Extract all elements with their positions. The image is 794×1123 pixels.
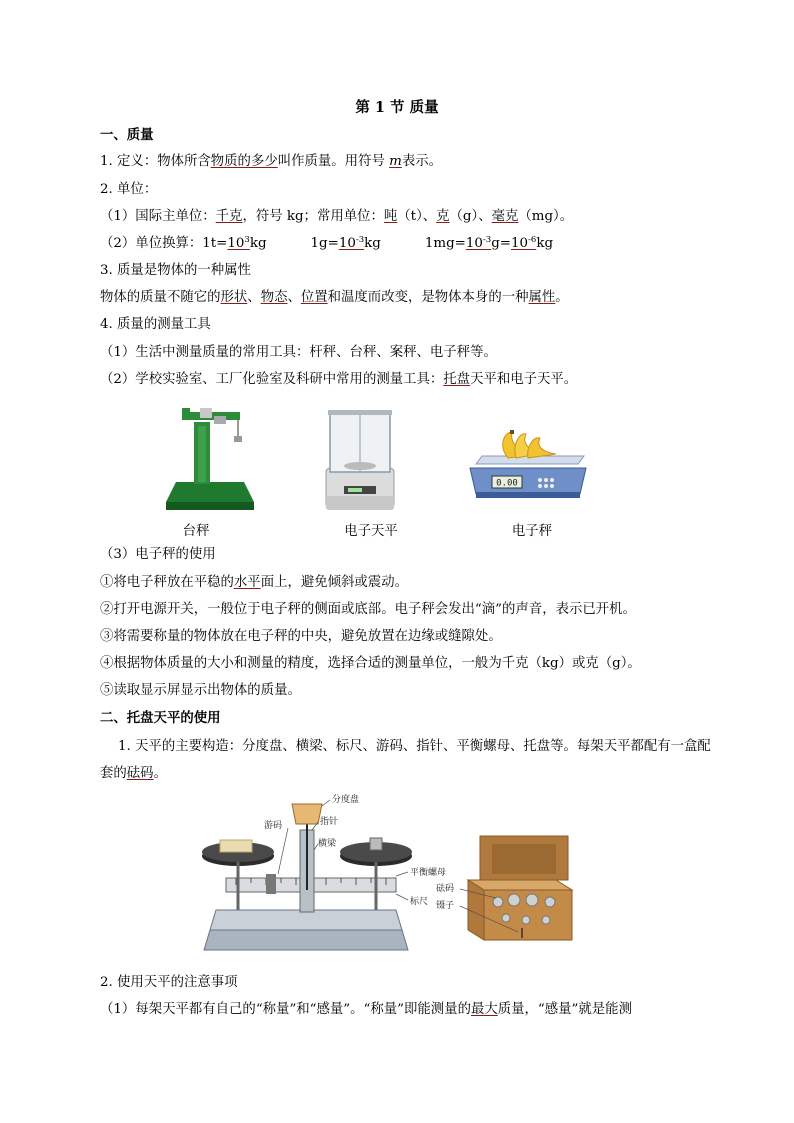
prop-position: 位置 (300, 290, 328, 305)
u1-b: ，符号 kg；常用单位： (242, 209, 384, 224)
unit-heading: 2. 单位： (100, 182, 158, 197)
caption-electronic-balance: 电子天平 (344, 524, 398, 539)
u2-j (511, 236, 536, 251)
u2-f: kg (364, 236, 381, 251)
u2-b-exp: 3 (244, 235, 250, 245)
u2-d: 1g= (310, 236, 339, 251)
u2-j-exp: -6 (528, 235, 537, 245)
p2-1-max: 最大 (470, 1002, 498, 1017)
label-pointer: 指针 (320, 817, 339, 827)
prop-state: 物态 (260, 290, 288, 305)
step-3: ③将需要称量的物体放在电子秤的中央，避免放置在边缘或缝隙处。 (100, 629, 502, 644)
section-heading-mass: 一、质量 (100, 127, 154, 143)
tool2-b: 天平和电子天平。 (470, 372, 578, 387)
u2-c: kg (249, 236, 267, 251)
definition-line (100, 153, 442, 171)
label-weights: 砝码 (436, 884, 455, 894)
tool2-ul: 托盘 (443, 372, 471, 387)
prop-sep1: 、 (247, 290, 261, 305)
u2-h (466, 236, 491, 251)
u1-d: （g）、 (449, 209, 492, 224)
u1-c: （t）、 (397, 209, 437, 224)
tool-line-2 (100, 371, 577, 389)
label-beam: 横梁 (318, 839, 337, 849)
tool2-a: （2）学校实验室、工厂化验室及科研中常用的测量工具： (100, 372, 444, 387)
def-underline: 物质的多少 (210, 154, 278, 169)
prop-c: 。 (555, 290, 569, 305)
p2-1-b: 质量，“感量”就是能测 (497, 1002, 632, 1017)
caption-platform-scale: 台秤 (182, 524, 210, 539)
def-symbol: m (389, 154, 402, 169)
step1-ul: 水平 (233, 575, 261, 590)
p1-a: 套的 (100, 766, 127, 781)
step1-a: ①将电子秤放在平稳的 (100, 575, 234, 590)
u2-g: 1mg= (424, 236, 466, 251)
caption-electronic-scale: 电子秤 (511, 524, 553, 539)
scale-display-value: 0.00 (496, 478, 518, 489)
u2-j-base: 10 (511, 236, 529, 251)
tray-balance-diagram (196, 790, 596, 958)
prop-b: 和温度而改变，是物体本身的一种 (327, 290, 529, 305)
label-ruler: 标尺 (410, 897, 429, 907)
electronic-scale-image (468, 428, 588, 500)
notes-heading: 2. 使用天平的注意事项 (100, 975, 238, 990)
step-5: ⑤读取显示屏显示出物体的质量。 (100, 683, 301, 698)
prop-a: 物体的质量不随它的 (100, 290, 221, 305)
tool-heading: 4. 质量的测量工具 (100, 317, 211, 332)
page-title: 第 1 节 质量 (355, 99, 439, 116)
step-2: ②打开电源开关，一般位于电子秤的侧面或底部。电子秤会发出“滴”的声音，表示已开机。 (100, 602, 636, 617)
structure-line-2 (100, 765, 167, 783)
u1-g: 克 (436, 209, 450, 224)
property-heading: 3. 质量是物体的一种属性 (100, 263, 251, 278)
u2-k: kg (536, 236, 554, 251)
def-rest: 叫作质量。用符号 (277, 154, 390, 169)
u2-a: （2）单位换算：1t= (100, 236, 228, 251)
p2-1-a: （1）每架天平都有自己的“称量”和“感量”。“称量”即能测量的 (100, 1002, 471, 1017)
label-balance-nut: 平衡螺母 (410, 868, 447, 878)
section-heading-balance: 二、托盘天平的使用 (100, 710, 221, 726)
usage-heading: （3）电子秤的使用 (100, 547, 216, 562)
p1-weights: 砝码 (126, 766, 154, 781)
label-scale-dial: 分度盘 (332, 795, 360, 805)
u2-b-base: 10 (227, 236, 245, 251)
u2-h-exp: -3 (482, 235, 492, 245)
u2-i: g= (491, 236, 511, 251)
step1-b: 面上，避免倾斜或震动。 (260, 575, 408, 590)
prop-shape: 形状 (220, 290, 248, 305)
u1-mg: 毫克 (491, 209, 519, 224)
platform-scale-image (160, 402, 260, 514)
def-end: 表示。 (401, 154, 442, 169)
u1-kg: 千克 (215, 209, 243, 224)
property-line (100, 289, 569, 307)
unit-line-1 (100, 208, 573, 226)
electronic-balance-image (320, 408, 400, 514)
tool-line-1: （1）生活中测量质量的常用工具：杆秤、台秤、案秤、电子秤等。 (100, 345, 497, 360)
u1-e: （mg）。 (518, 209, 574, 224)
step-4: ④根据物体质量的大小和测量的精度，选择合适的测量单位，一般为千克（kg）或克（g）。 (100, 656, 641, 671)
u2-e (339, 236, 364, 251)
u2-e-exp: -3 (355, 235, 365, 245)
notes-line-1 (100, 1001, 632, 1019)
prop-sep2: 、 (287, 290, 301, 305)
structure-line-1: 1. 天平的主要构造：分度盘、横梁、标尺、游码、指针、平衡螺母、托盘等。每架天平都配有一盒配 (118, 739, 711, 754)
label-tweezers: 镊子 (436, 901, 455, 911)
prop-attr: 属性 (528, 290, 556, 305)
unit-line-2 (100, 235, 553, 253)
u1-t: 吨 (383, 209, 398, 224)
p1-b: 。 (153, 766, 167, 781)
def-text: 1. 定义：物体所含 (100, 154, 211, 169)
u2-h-base: 10 (465, 236, 483, 251)
step-1 (100, 574, 408, 592)
u2-b (227, 236, 249, 251)
u1-a: （1）国际主单位： (100, 209, 216, 224)
label-rider: 游码 (264, 821, 283, 831)
u2-e-base: 10 (338, 236, 356, 251)
